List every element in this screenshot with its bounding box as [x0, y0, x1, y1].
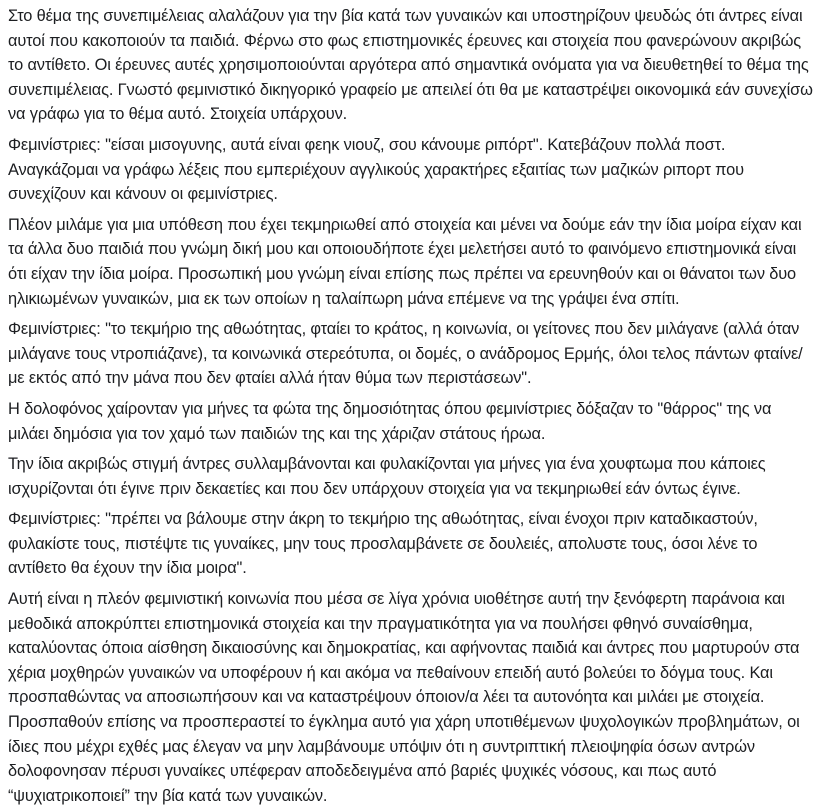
post-paragraph-2: Φεμινίστριες: "είσαι μισογυνης, αυτά είναι φεηκ νιουζ, σου κάνουμε ριπόρτ". Κατεβάζουν πολλά ποστ. Αναγκάζομαι να γράφω λέξεις που εμπεριέχουν αγγλικούς χαρακτήρες εξαιτίας των μαζικών ριπορτ που συνεχίζουν και κάνουν οι φεμινίστριες.: [8, 135, 744, 204]
post-paragraph-5: Η δολοφόνος χαίρονταν για μήνες τα φώτα της δημοσιότητας όπου φεμινίστριες δόξαζαν το "θάρρος" της να μιλάει δημόσια για τον χαμό των παιδιών της και της χάριζαν στάτους ήρωα.: [8, 399, 772, 443]
post-paragraph-6: Την ίδια ακριβώς στιγμή άντρες συλλαμβάνονται και φυλακίζονται για μήνες για ένα χουφτωμα που κάποιες ισχυρίζονται ότι έγινε πριν δεκαετίες και που δεν υπάρχουν στοιχεία για να τεκμηριωθεί εάν όντως έγινε.: [8, 455, 766, 498]
post-paragraph-7: Φεμινίστριες: "πρέπει να βάλουμε στην άκρη το τεκμήριο της αθωότητας, είναι ένοχοι πριν καταδικαστούν, φυλακίστε τους, πιστέψτε τις γυναίκες, μην τους προσλαμβάνετε σε δουλειές, απολυστε τους, όσοι λένε το αντίθετο θα έχουν την ίδια μοιρα".: [8, 510, 758, 578]
post-paragraph-3: Πλέον μιλάμε για μια υπόθεση που έχει τεκμηριωθεί από στοιχεία και μένει να δούμε εάν την ίδια μοίρα είχαν και τα άλλα δυο παιδιά που γνώμη δική μου και οποιουδήποτε έχει μελετήσει αυτό το φαινόμενο επιστημονικά είναι ότι είχαν την ίδια μοίρα. Προσωπική μου γνώμη είναι επίσης πως πρέπει να ερευνηθούν και οι θάνατοι των δυο ηλικιωμένων γυναικών, μια εκ των οποίων η ταλαίπωρη μάνα επέμενε να της γράψει ένα σπίτι.: [8, 215, 802, 308]
post-paragraph-4: Φεμινίστριες: "το τεκμήριο της αθωότητας, φταίει το κράτος, η κοινωνία, οι γείτονες που δεν μιλάγανε (αλλά όταν μιλάγανε τους ντροπιάζανε), τα κοινωνικά στερεότυπα, οι δομές, ο ανάδρομος Ερμής, όλοι τελος πάντων φταίνε/με εκτός από την μάνα που δεν φταίει αλλά ήταν θύμα των περιστάσεων".: [8, 320, 803, 388]
post-paragraph-8: Αυτή είναι η πλεόν φεμινιστική κοινωνία που μέσα σε λίγα χρόνια υιοθέτησε αυτή την ξενόφερτη παράνοια και μεθοδικά αποκρύπτει επιστημονικά στοιχεία και την πραγματικότητα για να πουλήσει φθηνό συναίσθημα, καταλύοντας όποια αίσθηση δικαιοσύνης και δημοκρατίας, και αφήνοντας παιδιά και άντρες που μαρτυρούν στα χέρια μοχθηρών γυναικών να υποφέρουν ή και ακόμα να πεθαίνουν επειδή αυτό βολεύει το δόγμα τους. Και προσπαθώντας να αποσιωπήσουν και να καταστρέψουν όποιον/α λέει τα αυτονόητα και μιλάει με στοιχεία. Προσπαθούν επίσης να προσπεραστεί το έγκλημα αυτό για χάρη υποτιθέμενων ψυχολογικών προβλημάτων, οι ίδιες που μέχρι εχθές μας έλεγαν να μην λαμβάνουμε υπόψιν ότι η συντριπτική πλειοψηφία όσων αντρών δολοφονησαν πέρυσι γυναίκες υπέφεραν αποδεδειγμένα από βαριές ψυχικές νόσους, και πως αυτό “ψυχιατρικοποιεί” την βία κατά των γυναικών.: [8, 590, 800, 805]
post-paragraph-1: Στο θέμα της συνεπιμέλειας αλαλάζουν για την βία κατά των γυναικών και υποστηρίζουν ψευδώς ότι άντρες είναι αυτοί που κακοποιούν τα παιδιά. Φέρνω στο φως επιστημονικές έρευνες και στοιχεία που φανερώνουν ακριβώς το αντίθετο. Οι έρευνες αυτές χρησιμοποιούνται αργότερα από σημαντικά ονόματα για να διευθετηθεί το θέμα της συνεπιμέλειας. Γνωστό φεμινιστικό δικηγορικό γραφείο με απειλεί ότι θα με καταστρέψει οικονομικά εάν συνεχίσω να γράφω για το θέμα αυτό. Στοιχεία υπάρχουν.: [8, 7, 813, 124]
